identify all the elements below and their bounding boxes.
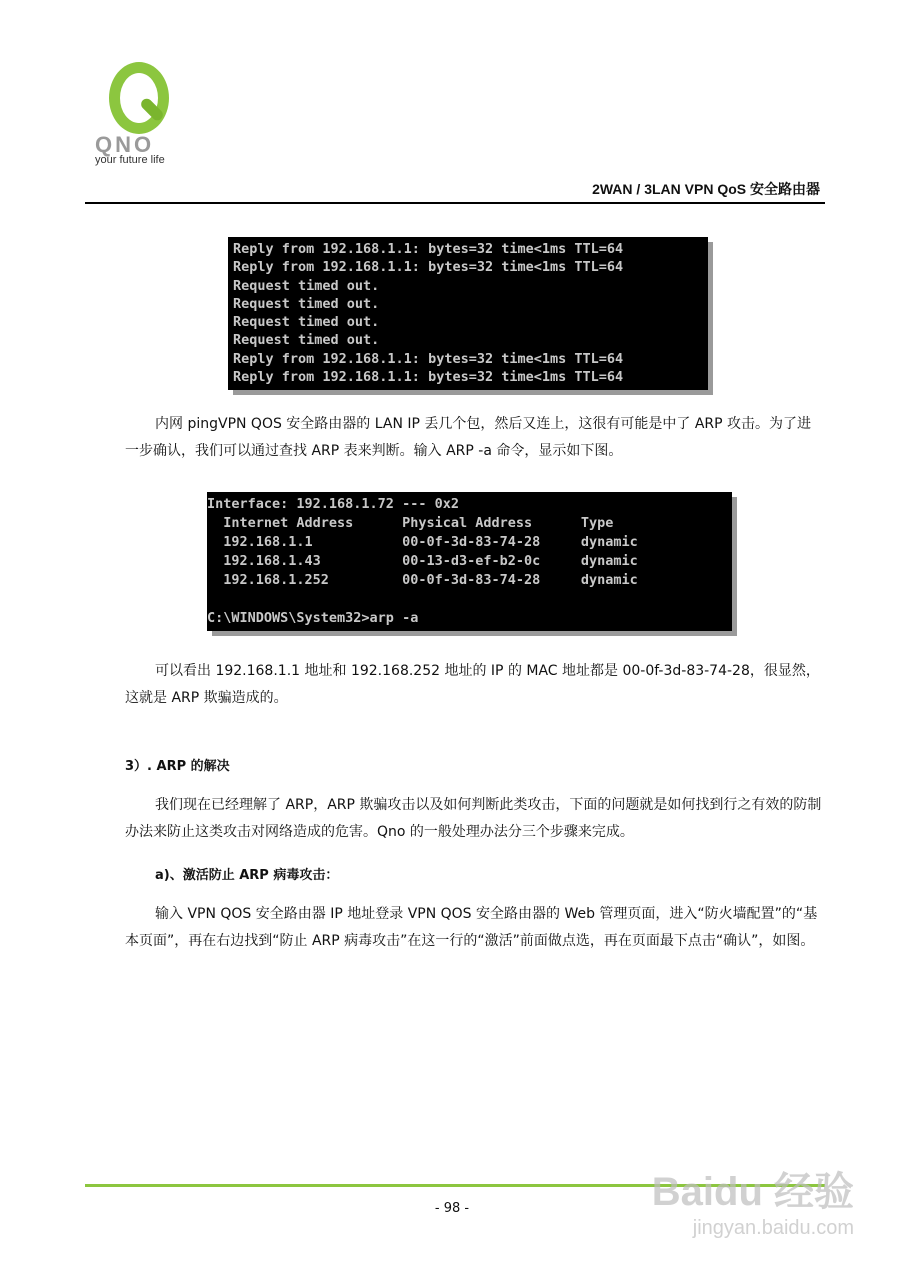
paragraph-ping: 内网 pingVPN QOS 安全路由器的 LAN IP 丢几个包，然后又连上，这很有可能是中了 ARP 攻击。为了进一步确认，我们可以通过查找 ARP 表来判断。输入 ARP -a 命令，显示如下图。: [125, 416, 812, 459]
console-line: Reply from 192.168.1.1: bytes=32 time<1ms TTL=64: [233, 350, 624, 367]
header-title: 2WAN / 3LAN VPN QoS 安全路由器: [592, 181, 820, 197]
section-heading: 3）. ARP 的解决: [125, 759, 230, 774]
page-number: - 98 -: [434, 1201, 470, 1216]
console-line: Request timed out.: [233, 314, 380, 331]
paragraph-solution: 我们现在已经理解了 ARP，ARP 欺骗攻击以及如何判断此类攻击，下面的问题就是如何找到行之有效的防制办法来防止这类攻击对网络造成的危害。Qno 的一般处理办法分三个步骤来完成。: [125, 797, 822, 840]
paragraph-arp-result: 可以看出 192.168.1.1 地址和 192.168.252 地址的 IP 的 MAC 地址都是 00-0f-3d-83-74-28，很显然，这就是 ARP 欺骗造成的。: [125, 663, 820, 706]
watermark-url: jingyan.baidu.com: [692, 1217, 854, 1239]
paragraph-steps: 输入 VPN QOS 安全路由器 IP 地址登录 VPN QOS 安全路由器的 Web 管理页面，进入“防火墙配置”的“基本页面”，再在右边找到“防止 ARP 病毒攻击”在这一行的“激活”前面做点选，再在页面最下点击“确认”，如图。: [125, 906, 818, 949]
arp-console-screenshot: [207, 492, 732, 631]
console-line: Internet Address Physical Address Type: [207, 515, 614, 531]
console-line: 192.168.1.252 00-0f-3d-83-74-28 dynamic: [207, 572, 638, 588]
header-divider: [85, 202, 825, 204]
logo-brand: QNO: [95, 132, 155, 157]
console-line: Interface: 192.168.1.72 --- 0x2: [207, 496, 459, 512]
console-line: Reply from 192.168.1.1: bytes=32 time<1ms TTL=64: [233, 241, 624, 257]
subheading-a: a)、激活防止 ARP 病毒攻击：: [155, 868, 339, 883]
logo-tagline: your future life: [95, 154, 165, 166]
console-line: 192.168.1.1 00-0f-3d-83-74-28 dynamic: [207, 534, 638, 550]
console-line: Request timed out.: [233, 332, 380, 349]
console-line: Reply from 192.168.1.1: bytes=32 time<1ms TTL=64: [233, 259, 624, 276]
console-line: Request timed out.: [233, 277, 380, 294]
console-line: 192.168.1.43 00-13-d3-ef-b2-0c dynamic: [207, 553, 638, 569]
logo-q-icon: [109, 62, 169, 134]
watermark-text: Baidu 经验: [651, 1170, 854, 1214]
console-line: C:\WINDOWS\System32>arp -a: [207, 610, 419, 626]
qno-logo: [95, 60, 185, 170]
baidu-watermark: [652, 1160, 854, 1240]
console-line: Request timed out.: [233, 295, 380, 312]
ping-console-screenshot: [228, 237, 708, 390]
console-line: Reply from 192.168.1.1: bytes=32 time<1ms TTL=64: [233, 369, 624, 386]
console-line: [207, 590, 732, 609]
